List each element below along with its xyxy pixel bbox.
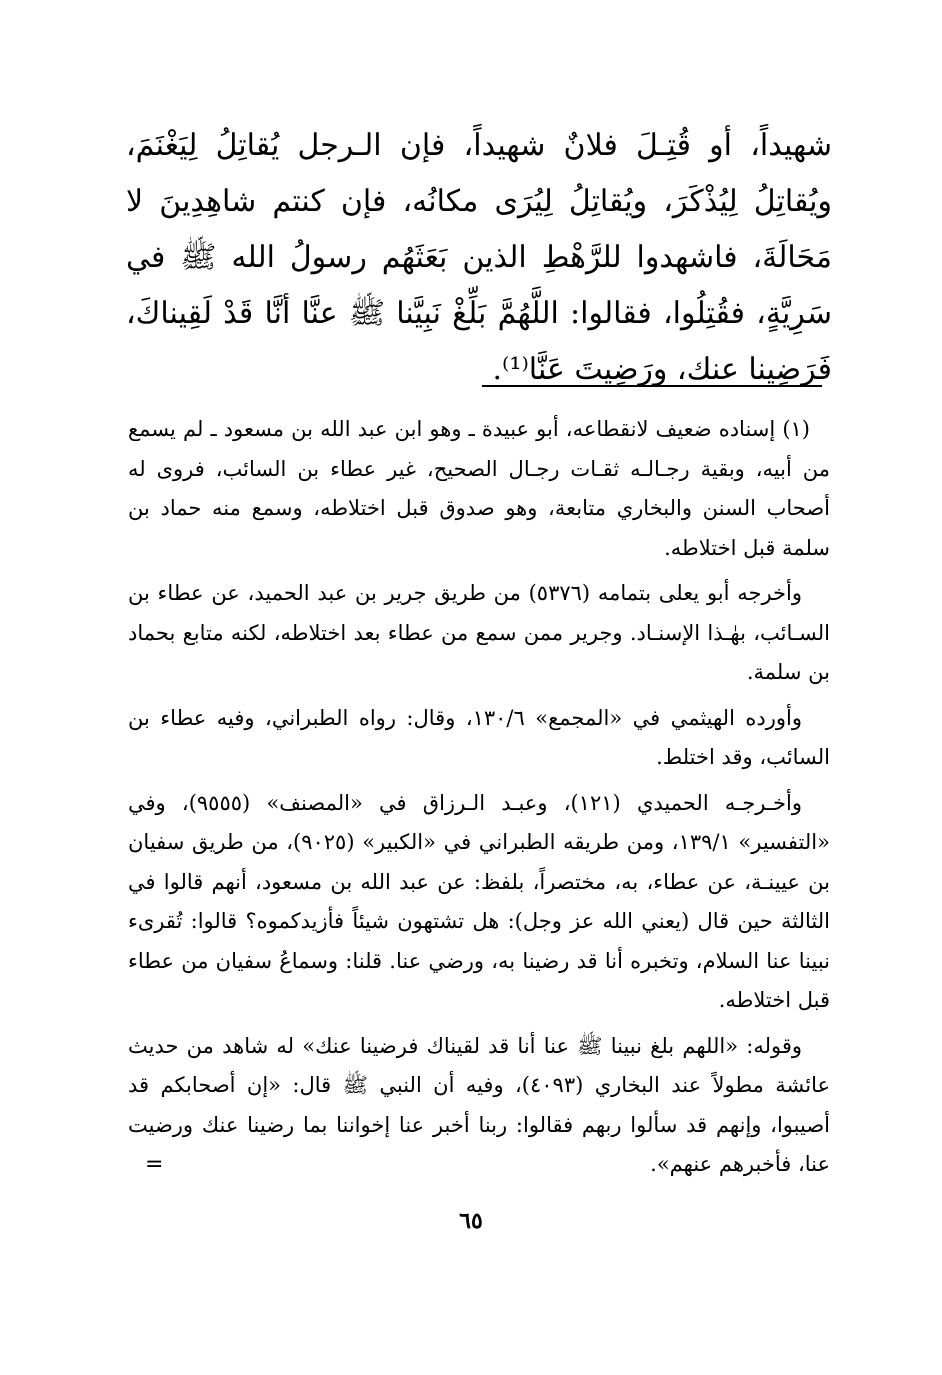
continued-mark: = (145, 1152, 164, 1177)
footnote-paragraph: وأخـرجـه الحميدي (١٢١)، وعبـد الـرزاق في «المصنف» (٩٥٥٥)، وفي «التفسير» ١٣٩/١، ومن طريقه الطبراني في «الكبير» (٩٠٢٥)، من طريق سفيان بن عيينـة، عن عطاء، به، مختصراً، بلفظ: عن عبد الله بن مسعود، أنهم قالوا في الثالثة حين قال (يعني الله عز وجل): هل تشتهون شيئاً فأزيدكموه؟ قالوا: تُقرىء نبينا عنا السلام، وتخبره أنا قد رضينا به، ورضي عنا. قلنا: وسماعُ سفيان من عطاء قبل اختلاطه. (128, 790, 830, 1012)
footnote-paragraph: وقوله: «اللهم بلغ نبينا ﷺ عنا أنا قد لقيناك فرضينا عنك» له شاهد من حديث عائشة مطولاً عند البخاري (٤٠٩٣)، وفيه أن النبي ﷺ قال: «إن أصحابكم قد أصيبوا، وإنهم قد سألوا ربهم فقالوا: ربنا أخبر عنا إخواننا بما رضينا عنك ورضيت عنا، فأخبرهم عنهم». (128, 1033, 830, 1176)
page-number: ٦٥ (459, 1208, 483, 1234)
footnote-separator (482, 385, 822, 387)
footnotes-section (128, 410, 830, 1191)
main-text: شهيداً، أو قُتِـلَ فلانٌ شهيداً، فإن الـرجل يُقاتِلُ لِيَغْنَمَ، ويُقاتِلُ لِيُذْكَرَ، ويُقاتِلُ لِيُرَى مكانُه، فإن كنتم شاهِدِينَ لا مَحَالَةَ، فاشهدوا للرَّهْطِ الذين بَعَثَهُم رسولُ الله ﷺ في سَرِيَّةٍ، فقُتِلُوا، فقالوا: اللَّهُمَّ بَلِّغْ نَبِيَّنا ﷺ عنَّا أنَّا قَدْ لَقِيناكَ، فَرَضِينا عنك، ورَضِيتَ عَنَّا⁽¹⁾. (126, 128, 832, 387)
footnote-paragraph: (١) إسناده ضعيف لانقطاعه، أبو عبيدة ـ وهو ابن عبد الله بن مسعود ـ لم يسمع من أبيه، وبقية رجـالـه ثقـات رجـال الصحيح، غير عطاء بن السائب، فروى له أصحاب السنن والبخاري متابعة، وهو صدوق قبل اختلاطه، وسمع منه حماد بن سلمة قبل اختلاطه. (128, 417, 830, 560)
footnote-paragraph: وأورده الهيثمي في «المجمع» ١٣٠/٦، وقال: رواه الطبراني، وفيه عطاء بن السائب، وقد اختلط. (128, 705, 830, 769)
footnote-paragraph: وأخرجه أبو يعلى بتمامه (٥٣٧٦) من طريق جرير بن عبد الحميد، عن عطاء بن السـائب، بهٰـذا الإسنـاد. وجرير ممن سمع من عطاء بعد اختلاطه، لكنه متابع بحماد بن سلمة. (128, 581, 830, 684)
